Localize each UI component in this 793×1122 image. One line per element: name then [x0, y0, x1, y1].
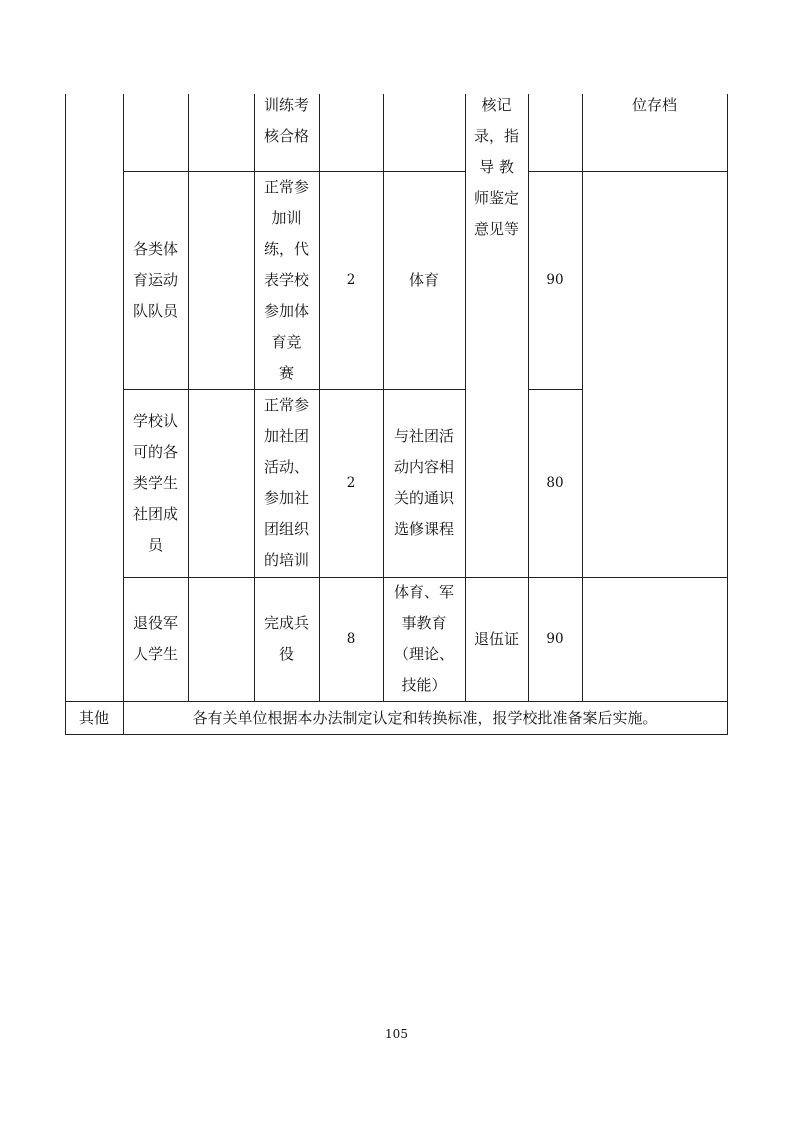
requirement-cell: 训练考 核合格 [263, 96, 309, 145]
score-cell: 80 [546, 474, 564, 491]
score-cell: 90 [546, 630, 564, 647]
table-column-divider [582, 94, 583, 701]
page-number: 105 [385, 1027, 408, 1041]
requirement-cell: 完成兵 役 [263, 614, 309, 663]
credits-cell: 8 [346, 630, 356, 647]
course-cell: 体育 [408, 270, 439, 289]
table-column-divider [188, 94, 189, 701]
other-text-cell: 各有关单位根据本办法制定认定和转换标准，报学校批准备案后实施。 [192, 708, 658, 727]
course-cell: 体育、军 事教育 （理论、 技能） [393, 583, 454, 694]
category-cell: 学校认 可的各 类学生 社团成 员 [132, 411, 178, 554]
category-cell: 退役军 人学生 [132, 614, 178, 663]
note-cell: 位存档 [631, 96, 677, 114]
other-label-cell: 其他 [78, 708, 109, 727]
evidence-cell: 退伍证 [473, 629, 519, 648]
credits-cell: 2 [346, 271, 356, 288]
category-cell: 各类体 育运动 队队员 [132, 239, 178, 320]
table-border-right [727, 94, 728, 734]
evidence-cell: 核记 录，指 导 教 师鉴定 意见等 [473, 96, 519, 238]
requirement-cell: 正常参 加社团 活动、 参加社 团组织 的培训 [263, 396, 309, 569]
table-border-left [65, 94, 66, 734]
requirement-cell: 正常参 加训 练，代 表学校 参加体 育竞 赛 [263, 177, 309, 382]
credits-cell: 2 [346, 474, 356, 491]
table-border-bottom [65, 734, 728, 735]
course-cell: 与社团活 动内容相 关的通识 选修课程 [393, 427, 454, 538]
score-cell: 90 [546, 271, 564, 288]
